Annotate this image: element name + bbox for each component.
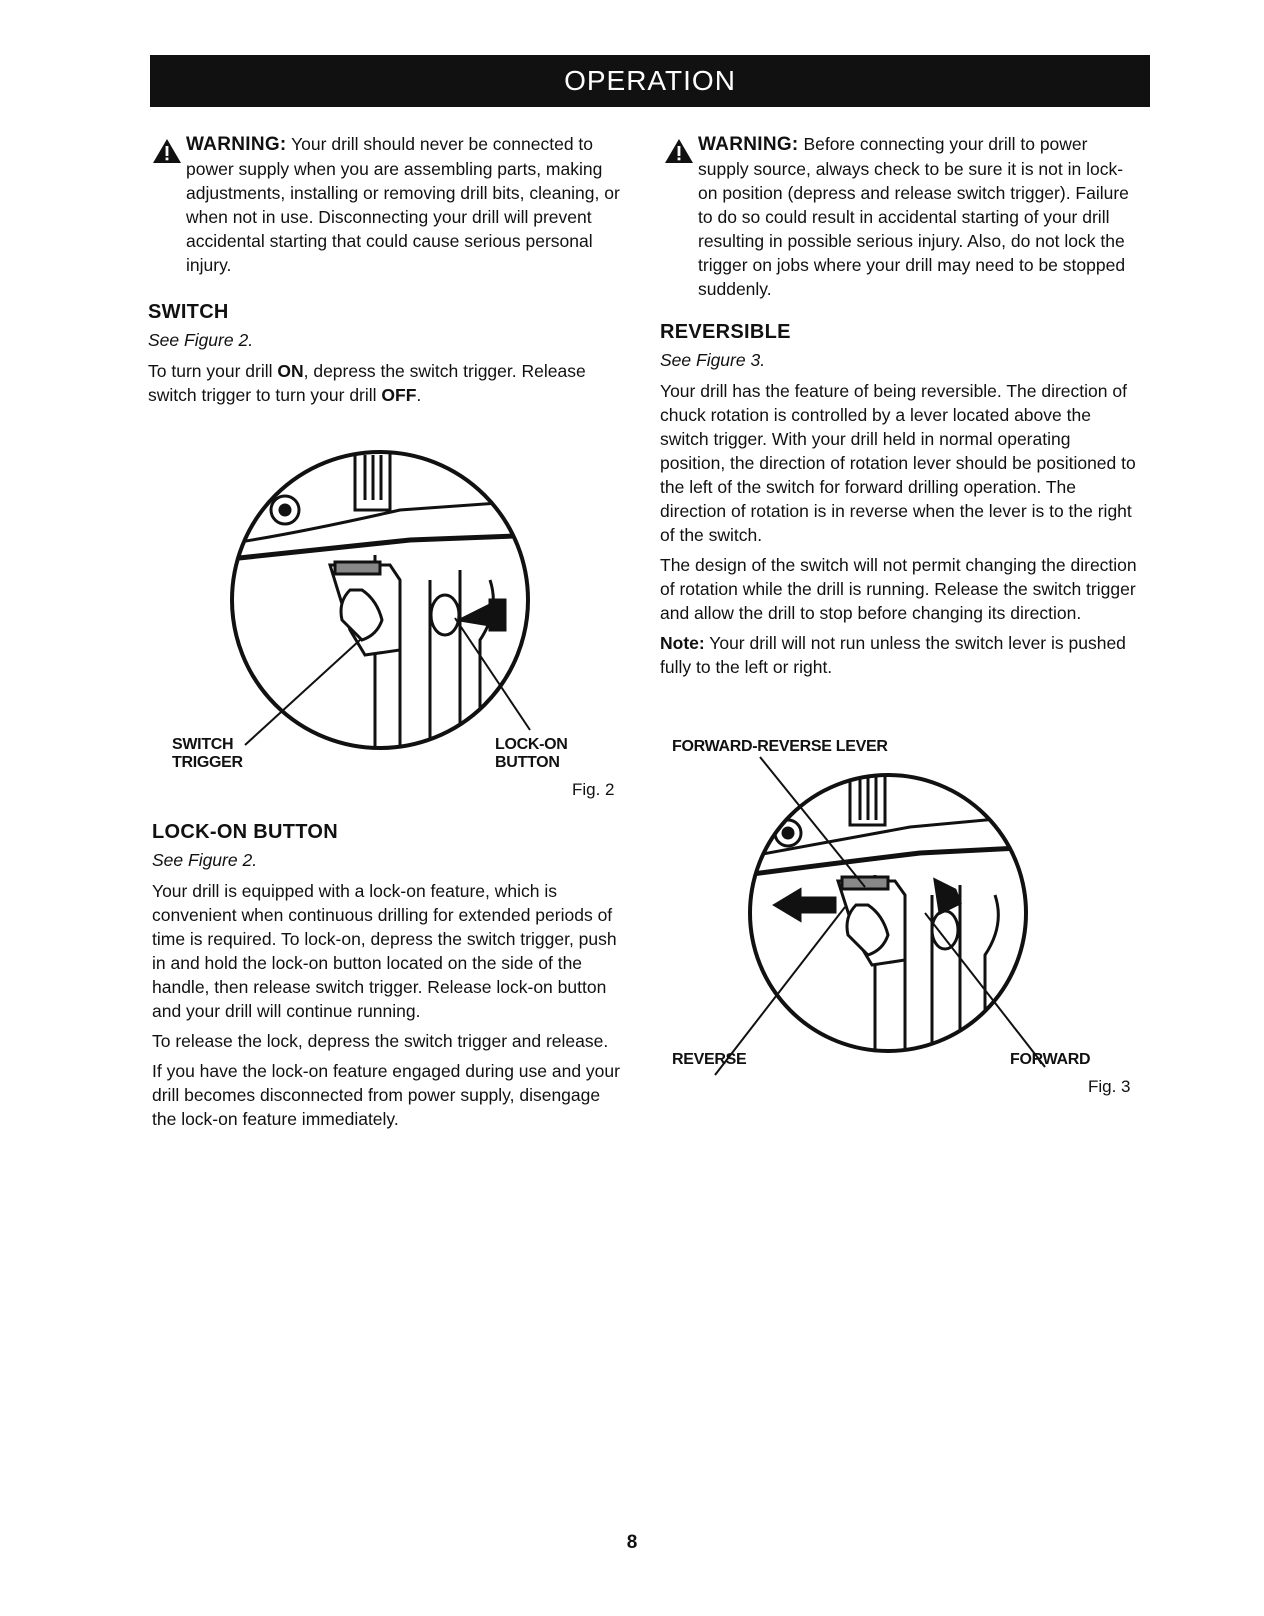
- switch-off-word: OFF: [381, 385, 417, 405]
- reversible-heading: REVERSIBLE: [660, 321, 791, 343]
- fig2-label-trigger-line1: SWITCH: [172, 736, 234, 753]
- warning-text: Your drill should never be connected to power supply when you are assembling parts, making adjustments, installing or removing drill bits, cleaning, or when not in use. Disconnecting your drill will prevent accidental starting that could cause serious personal injury.: [186, 134, 620, 275]
- lockon-paragraph-1: Your drill is equipped with a lock-on feature, which is convenient when continuous drilling for extended periods of time is required. To lock-on, depress the switch trigger, push in and hold the lock-on button located on the side of the handle, then release switch trigger. Release lock-on button and your drill will continue running.: [152, 881, 617, 1021]
- reversible-see-figure: See Figure 3.: [660, 350, 766, 370]
- lockon-paragraph-2: To release the lock, depress the switch trigger and release.: [152, 1031, 609, 1051]
- switch-text-c: .: [416, 385, 422, 405]
- fig2-label-switch-trigger: [172, 736, 243, 772]
- left-warning: [148, 132, 628, 277]
- fig3-number: Fig. 3: [1088, 1077, 1131, 1096]
- warning-label: WARNING:: [698, 134, 799, 155]
- switch-text-b: , depress the switch trigger. Release switch trigger to turn your drill: [148, 361, 586, 405]
- switch-on-word: ON: [277, 361, 304, 381]
- section-title-banner: [150, 55, 1150, 107]
- warning-triangle-icon: [152, 138, 182, 164]
- reversible-paragraph-2: The design of the switch will not permit changing the direction of rotation while the drill is running. Release the switch trigger and allow the drill to stop before changing its direction.: [660, 555, 1137, 623]
- fig2-label-lock-on-button: [495, 736, 568, 772]
- warning-label: WARNING:: [186, 134, 287, 155]
- right-warning: [660, 132, 1140, 301]
- left-column: [148, 132, 628, 413]
- note-label: Note:: [660, 633, 705, 653]
- section-title: OPERATION: [564, 65, 736, 96]
- lockon-paragraph-3: If you have the lock-on feature engaged during use and your drill becomes disconnected from power supply, disengage the lock-on feature immediately.: [152, 1061, 620, 1129]
- fig2-label-lock-line1: LOCK-ON: [495, 736, 568, 753]
- reversible-note: [660, 631, 1140, 679]
- lockon-section: [152, 821, 627, 1137]
- lockon-heading: LOCK-ON BUTTON: [152, 821, 339, 843]
- figure-2: [160, 440, 630, 810]
- page-number: 8: [626, 1532, 638, 1553]
- warning-text: Before connecting your drill to power supply source, always check to be sure it is not in lock-on position (depress and release switch trigger). Failure to do so could result in accidental starting of your drill resulting in possible serious injury. Also, do not lock the trigger on jobs where your drill may need to be stopped suddenly.: [698, 134, 1129, 299]
- switch-heading: SWITCH: [148, 301, 229, 323]
- fig3-label-forward-reverse-lever: FORWARD-REVERSE LEVER: [672, 738, 888, 755]
- fig3-label-forward: FORWARD: [1010, 1051, 1091, 1068]
- lockon-see-figure: See Figure 2.: [152, 850, 258, 870]
- fig2-label-lock-line2: BUTTON: [495, 754, 560, 771]
- fig2-label-trigger-line2: TRIGGER: [172, 754, 243, 771]
- right-column: [660, 132, 1140, 685]
- figure-3: [660, 735, 1140, 1125]
- drill-switch-illustration: [160, 440, 630, 780]
- switch-text-a: To turn your drill: [148, 361, 278, 381]
- reversible-paragraph-1: Your drill has the feature of being reversible. The direction of chuck rotation is controlled by a lever located above the switch trigger. With your drill held in normal operating position, the direction of rotation lever should be positioned to the left of the switch for forward drilling operation. The direction of rotation is in reverse when the lever is to the right of the switch.: [660, 381, 1136, 545]
- fig3-label-reverse: REVERSE: [672, 1051, 747, 1068]
- fig2-number: Fig. 2: [572, 780, 615, 799]
- warning-triangle-icon: [664, 138, 694, 164]
- drill-reverse-illustration: [660, 735, 1140, 1095]
- switch-paragraph: [148, 359, 628, 407]
- switch-see-figure: See Figure 2.: [148, 330, 254, 350]
- note-text: Your drill will not run unless the switch lever is pushed fully to the left or right.: [660, 633, 1126, 677]
